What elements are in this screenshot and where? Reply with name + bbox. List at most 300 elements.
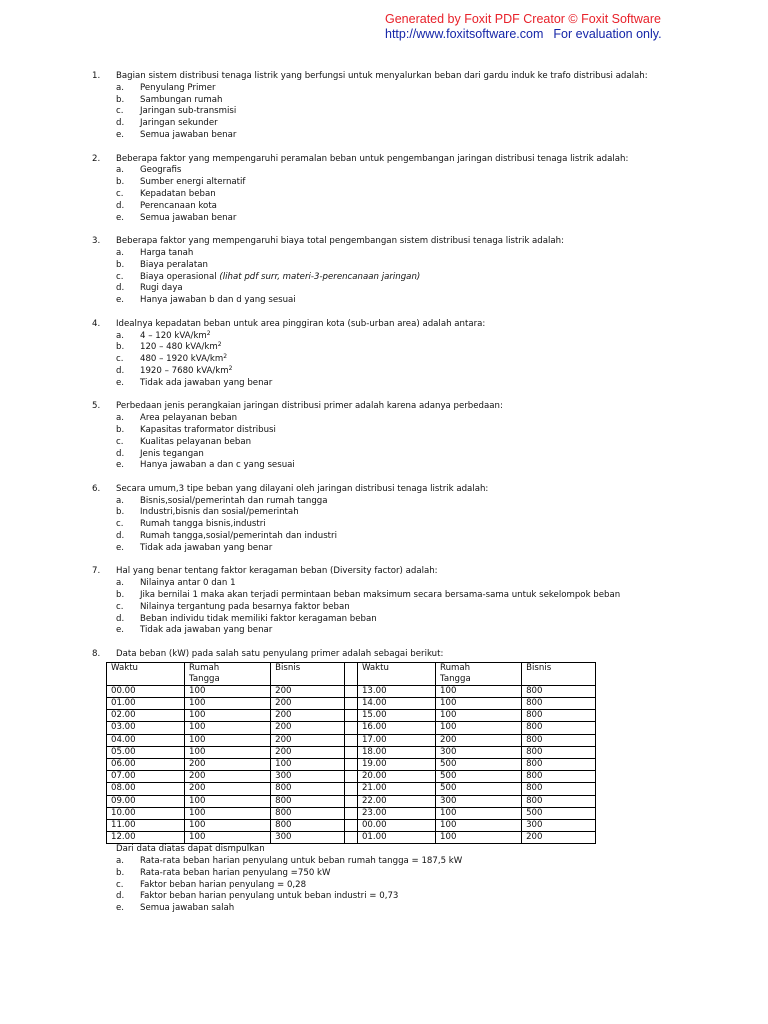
question-text: Hal yang benar tentang faktor keragaman beban (Diversity factor) adalah:: [116, 566, 438, 577]
option-main-text: Faktor beban harian penyulang = 0,28: [140, 879, 307, 890]
table-cell: 300: [271, 832, 345, 844]
table-cell: 500: [436, 771, 522, 783]
table-cell: 200: [436, 734, 522, 746]
q8-option-list: [92, 856, 682, 915]
question-number: 2.: [92, 153, 101, 164]
option-text: [140, 437, 251, 449]
table-cell: 100: [436, 710, 522, 722]
option-text: [140, 531, 337, 543]
answer-option: [116, 95, 682, 107]
table-cell: 100: [436, 685, 522, 697]
option-text: [140, 331, 211, 343]
table-cell: 800: [271, 819, 345, 831]
table-row: [107, 722, 596, 734]
table-cell: 200: [271, 698, 345, 710]
option-text: [140, 272, 420, 284]
answer-option: [116, 331, 682, 343]
option-main-text: Nilainya tergantung pada besarnya faktor beban: [140, 601, 350, 612]
answer-option: [116, 213, 682, 225]
table-spacer: [344, 783, 357, 795]
option-letter: e.: [116, 460, 125, 471]
answer-option: [116, 201, 682, 213]
option-text: [140, 460, 295, 472]
table-row: [107, 685, 596, 697]
option-text: [140, 95, 222, 107]
table-cell: 00.00: [107, 685, 185, 697]
option-main-text: Penyulang Primer: [140, 82, 216, 93]
table-row: [107, 758, 596, 770]
option-letter: a.: [116, 495, 124, 506]
table-spacer: [344, 771, 357, 783]
option-text: [140, 880, 306, 892]
option-letter: b.: [116, 424, 125, 435]
document-body: [92, 71, 682, 927]
question-4: [92, 319, 682, 390]
option-main-text: Area pelayanan beban: [140, 413, 238, 424]
table-row: [107, 771, 596, 783]
watermark-line2: [385, 27, 685, 42]
watermark-url[interactable]: http://www.foxitsoftware.com: [385, 27, 544, 41]
answer-option: [116, 578, 682, 590]
table-spacer: [344, 832, 357, 844]
option-main-text: 4 – 120 kVA/km: [140, 330, 207, 341]
option-text: [140, 354, 227, 366]
option-text: [140, 342, 222, 354]
answer-option: [116, 425, 682, 437]
watermark-note: For evaluation only.: [553, 27, 662, 41]
answer-option: [116, 413, 682, 425]
table-cell: 800: [522, 795, 596, 807]
question-number: 6.: [92, 483, 101, 494]
question-6: [92, 484, 682, 555]
foxit-watermark: [385, 12, 685, 42]
table-cell: 21.00: [357, 783, 435, 795]
option-text: [140, 201, 217, 213]
option-letter: d.: [116, 283, 125, 294]
option-main-text: Semua jawaban salah: [140, 903, 235, 914]
table-cell: 19.00: [357, 758, 435, 770]
table-cell: 800: [271, 807, 345, 819]
option-letter: d.: [116, 365, 125, 376]
option-note: (lihat pdf surr, materi-3-perencanaan jaringan): [219, 271, 421, 282]
option-main-text: Geografis: [140, 165, 182, 176]
option-text: [140, 118, 218, 130]
option-text: [140, 295, 296, 307]
table-spacer: [344, 722, 357, 734]
table-row: [107, 807, 596, 819]
question-text: Perbedaan jenis perangkaian jaringan distribusi primer adalah karena adanya perbedaan:: [116, 401, 503, 412]
table-row: [107, 783, 596, 795]
table-cell: 01.00: [357, 832, 435, 844]
option-letter: e.: [116, 903, 125, 914]
option-letter: b.: [116, 867, 125, 878]
table-cell: 800: [271, 783, 345, 795]
answer-option: [116, 460, 682, 472]
option-text: [140, 425, 276, 437]
table-cell: 07.00: [107, 771, 185, 783]
table-cell: 06.00: [107, 758, 185, 770]
table-cell: 100: [185, 722, 271, 734]
option-main-text: Beban individu tidak memiliki faktor keragaman beban: [140, 613, 377, 624]
table-row: [107, 734, 596, 746]
option-main-text: Jaringan sekunder: [140, 118, 218, 129]
table-cell: 100: [185, 685, 271, 697]
option-letter: b.: [116, 94, 125, 105]
header-rumah-tangga: Rumah Tangga: [185, 662, 271, 685]
table-row: [107, 795, 596, 807]
option-letter: a.: [116, 578, 124, 589]
option-main-text: Semua jawaban benar: [140, 129, 237, 140]
table-cell: 300: [436, 746, 522, 758]
option-letter: d.: [116, 531, 125, 542]
table-cell: 13.00: [357, 685, 435, 697]
table-cell: 02.00: [107, 710, 185, 722]
answer-option: [116, 248, 682, 260]
option-letter: d.: [116, 448, 125, 459]
table-spacer: [344, 758, 357, 770]
watermark-title: Generated by Foxit PDF Creator © Foxit Software: [385, 12, 661, 26]
table-cell: 22.00: [357, 795, 435, 807]
answer-option: [116, 260, 682, 272]
question-number: 8.: [92, 649, 101, 660]
header-waktu: Waktu: [107, 662, 185, 685]
option-main-text: Perencanaan kota: [140, 200, 217, 211]
option-main-text: Kepadatan beban: [140, 188, 216, 199]
option-text: [140, 602, 350, 614]
option-main-text: Rata-rata beban harian penyulang untuk beban rumah tangga = 187,5 kW: [140, 856, 463, 867]
option-main-text: Kualitas pelayanan beban: [140, 436, 252, 447]
option-main-text: Tidak ada jawaban yang benar: [140, 625, 273, 636]
option-superscript: 2: [217, 341, 222, 349]
table-cell: 800: [522, 698, 596, 710]
answer-option: [116, 602, 682, 614]
question-text: Secara umum,3 tipe beban yang dilayani oleh jaringan distribusi tenaga listrik adalah:: [116, 483, 489, 494]
option-main-text: Biaya operasional: [140, 271, 217, 282]
table-cell: 800: [522, 758, 596, 770]
table-cell: 500: [436, 783, 522, 795]
option-superscript: 2: [206, 329, 211, 337]
table-cell: 200: [185, 783, 271, 795]
option-main-text: Rata-rata beban harian penyulang =750 kW: [140, 867, 331, 878]
question-8: [92, 649, 682, 915]
table-cell: 100: [436, 832, 522, 844]
question-number: 4.: [92, 318, 101, 329]
table-spacer: [344, 734, 357, 746]
table-cell: 200: [185, 758, 271, 770]
option-main-text: Nilainya antar 0 dan 1: [140, 578, 236, 589]
option-letter: c.: [116, 271, 124, 282]
table-spacer: [344, 807, 357, 819]
option-main-text: Kapasitas traformator distribusi: [140, 424, 276, 435]
question-list: [92, 71, 682, 637]
table-spacer: [344, 819, 357, 831]
option-main-text: Jika bernilai 1 maka akan terjadi permintaan beban maksimum secara bersama-sama untuk sekelompok beban: [140, 590, 621, 601]
option-letter: e.: [116, 625, 125, 636]
question-text: Idealnya kepadatan beban untuk area pinggiran kota (sub-urban area) adalah antara:: [116, 318, 486, 329]
question-number: 1.: [92, 71, 101, 81]
answer-option: [116, 543, 682, 555]
option-text: [140, 614, 377, 626]
table-cell: 17.00: [357, 734, 435, 746]
option-text: [140, 283, 183, 295]
option-main-text: Rugi daya: [140, 283, 183, 294]
option-letter: b.: [116, 259, 125, 270]
table-cell: 00.00: [357, 819, 435, 831]
option-text: [140, 543, 272, 555]
table-cell: 04.00: [107, 734, 185, 746]
table-conclusion-note: Dari data diatas dapat dismpulkan: [116, 844, 265, 855]
table-cell: 800: [522, 722, 596, 734]
option-letter: d.: [116, 118, 125, 129]
header-bisnis: Bisnis: [271, 662, 345, 685]
question-number: 7.: [92, 566, 101, 577]
table-spacer: [344, 698, 357, 710]
answer-option: [116, 437, 682, 449]
option-main-text: Hanya jawaban a dan c yang sesuai: [140, 460, 295, 471]
option-main-text: 480 – 1920 kVA/km: [140, 354, 224, 365]
option-main-text: Sambungan rumah: [140, 94, 223, 105]
option-text: [140, 903, 234, 915]
answer-option: [116, 614, 682, 626]
option-letter: e.: [116, 212, 125, 223]
answer-option: [116, 507, 682, 519]
table-cell: 200: [271, 710, 345, 722]
option-letter: a.: [116, 856, 124, 867]
table-cell: 800: [522, 710, 596, 722]
header-waktu-2: Waktu: [357, 662, 435, 685]
question-number: 3.: [92, 236, 101, 247]
table-row: [107, 819, 596, 831]
question-1: [92, 71, 682, 142]
table-cell: 11.00: [107, 819, 185, 831]
table-cell: 100: [185, 807, 271, 819]
table-cell: 800: [522, 685, 596, 697]
table-cell: 100: [436, 698, 522, 710]
option-text: [140, 625, 272, 637]
option-letter: e.: [116, 377, 125, 388]
table-spacer: [344, 746, 357, 758]
answer-option: [116, 118, 682, 130]
option-text: [140, 213, 236, 225]
table-cell: 14.00: [357, 698, 435, 710]
table-cell: 300: [436, 795, 522, 807]
table-cell: 09.00: [107, 795, 185, 807]
option-text: [140, 366, 233, 378]
table-cell: 200: [271, 734, 345, 746]
table-cell: 300: [522, 819, 596, 831]
table-header-row: [107, 662, 596, 685]
option-text: [140, 177, 245, 189]
answer-option: [116, 272, 682, 284]
option-letter: b.: [116, 507, 125, 518]
header-rumah-tangga-2: Rumah Tangga: [436, 662, 522, 685]
answer-option: [116, 449, 682, 461]
option-letter: c.: [116, 436, 124, 447]
table-cell: 100: [185, 746, 271, 758]
option-letter: c.: [116, 106, 124, 117]
option-letter: b.: [116, 177, 125, 188]
option-text: [140, 578, 236, 590]
option-main-text: Semua jawaban benar: [140, 212, 237, 223]
table-spacer: [344, 662, 357, 685]
table-cell: 200: [271, 722, 345, 734]
option-text: [140, 165, 181, 177]
option-letter: c.: [116, 879, 124, 890]
table-cell: 800: [522, 783, 596, 795]
table-cell: 01.00: [107, 698, 185, 710]
option-main-text: Harga tanah: [140, 247, 194, 258]
answer-option: [116, 130, 682, 142]
option-main-text: Hanya jawaban b dan d yang sesuai: [140, 295, 296, 306]
option-letter: a.: [116, 413, 124, 424]
answer-option: [116, 378, 682, 390]
table-cell: 100: [436, 807, 522, 819]
table-cell: 800: [522, 771, 596, 783]
table-cell: 800: [522, 746, 596, 758]
table-cell: 300: [271, 771, 345, 783]
answer-option: [116, 891, 682, 903]
option-letter: d.: [116, 613, 125, 624]
table-cell: 100: [436, 722, 522, 734]
option-main-text: Jaringan sub-transmisi: [140, 106, 237, 117]
option-text: [140, 130, 236, 142]
table-cell: 20.00: [357, 771, 435, 783]
table-cell: 100: [185, 734, 271, 746]
option-letter: a.: [116, 247, 124, 258]
table-cell: 800: [271, 795, 345, 807]
option-letter: e.: [116, 129, 125, 140]
option-text: [140, 891, 398, 903]
answer-option: [116, 903, 682, 915]
option-text: [140, 868, 331, 880]
table-cell: 16.00: [357, 722, 435, 734]
option-letter: e.: [116, 542, 125, 553]
table-cell: 12.00: [107, 832, 185, 844]
question-number: 5.: [92, 401, 101, 412]
question-2: [92, 154, 682, 225]
answer-option: [116, 590, 682, 602]
option-letter: a.: [116, 330, 124, 341]
option-letter: d.: [116, 891, 125, 902]
answer-option: [116, 880, 682, 892]
question-text: Beberapa faktor yang mempengaruhi peramalan beban untuk pengembangan jaringan distribusi tenaga listrik adalah:: [116, 153, 629, 164]
answer-option: [116, 856, 682, 868]
answer-option: [116, 283, 682, 295]
option-main-text: Biaya peralatan: [140, 259, 208, 270]
question-text: Beberapa faktor yang mempengaruhi biaya total pengembangan sistem distribusi tenaga listrik adalah:: [116, 236, 565, 247]
answer-option: [116, 531, 682, 543]
option-main-text: Sumber energi alternatif: [140, 177, 246, 188]
table-cell: 100: [271, 758, 345, 770]
option-text: [140, 260, 208, 272]
table-row: [107, 698, 596, 710]
table-cell: 100: [436, 819, 522, 831]
option-main-text: Rumah tangga,sosial/pemerintah dan industri: [140, 531, 337, 542]
option-superscript: 2: [223, 353, 228, 361]
table-cell: 03.00: [107, 722, 185, 734]
answer-option: [116, 295, 682, 307]
table-cell: 05.00: [107, 746, 185, 758]
table-row: [107, 746, 596, 758]
load-data-table: [106, 662, 596, 844]
table-spacer: [344, 795, 357, 807]
table-row: [107, 710, 596, 722]
option-text: [140, 106, 236, 118]
table-spacer: [344, 685, 357, 697]
option-text: [140, 519, 266, 531]
option-letter: b.: [116, 590, 125, 601]
option-superscript: 2: [228, 364, 233, 372]
table-cell: 500: [436, 758, 522, 770]
answer-option: [116, 519, 682, 531]
option-text: [140, 856, 462, 868]
answer-option: [116, 496, 682, 508]
table-cell: 08.00: [107, 783, 185, 795]
option-main-text: Tidak ada jawaban yang benar: [140, 542, 273, 553]
option-main-text: Tidak ada jawaban yang benar: [140, 377, 273, 388]
table-cell: 100: [185, 698, 271, 710]
question-3: [92, 236, 682, 307]
table-cell: 18.00: [357, 746, 435, 758]
option-text: [140, 189, 216, 201]
table-cell: 100: [185, 710, 271, 722]
option-text: [140, 413, 237, 425]
answer-option: [116, 366, 682, 378]
table-cell: 23.00: [357, 807, 435, 819]
option-letter: c.: [116, 188, 124, 199]
option-main-text: Rumah tangga bisnis,industri: [140, 519, 266, 530]
option-main-text: Industri,bisnis dan sosial/pemerintah: [140, 507, 299, 518]
option-main-text: Faktor beban harian penyulang untuk beban industri = 0,73: [140, 891, 399, 902]
question-text: Bagian sistem distribusi tenaga listrik yang berfungsi untuk menyalurkan beban dari gardu induk ke trafo distribusi adalah:: [116, 71, 648, 81]
table-cell: 200: [271, 746, 345, 758]
option-letter: b.: [116, 342, 125, 353]
option-main-text: 1920 – 7680 kVA/km: [140, 365, 229, 376]
option-text: [140, 507, 299, 519]
table-cell: 100: [185, 795, 271, 807]
question-text: Data beban (kW) pada salah satu penyulang primer adalah sebagai berikut:: [116, 649, 444, 660]
answer-option: [116, 106, 682, 118]
question-5: [92, 401, 682, 472]
answer-option: [116, 625, 682, 637]
option-letter: a.: [116, 165, 124, 176]
table-cell: 500: [522, 807, 596, 819]
option-letter: e.: [116, 295, 125, 306]
option-text: [140, 496, 328, 508]
header-bisnis-2: Bisnis: [522, 662, 596, 685]
question-7: [92, 566, 682, 637]
answer-option: [116, 868, 682, 880]
option-main-text: Bisnis,sosial/pemerintah dan rumah tangga: [140, 495, 328, 506]
option-text: [140, 83, 216, 95]
option-letter: a.: [116, 82, 124, 93]
table-cell: 100: [185, 832, 271, 844]
option-text: [140, 248, 193, 260]
answer-option: [116, 189, 682, 201]
answer-option: [116, 165, 682, 177]
table-cell: 100: [185, 819, 271, 831]
answer-option: [116, 83, 682, 95]
option-text: [140, 590, 620, 602]
option-main-text: 120 – 480 kVA/km: [140, 342, 218, 353]
table-cell: 10.00: [107, 807, 185, 819]
answer-option: [116, 177, 682, 189]
table-spacer: [344, 710, 357, 722]
answer-option: [116, 354, 682, 366]
option-letter: d.: [116, 200, 125, 211]
table-cell: 200: [522, 832, 596, 844]
option-text: [140, 378, 272, 390]
